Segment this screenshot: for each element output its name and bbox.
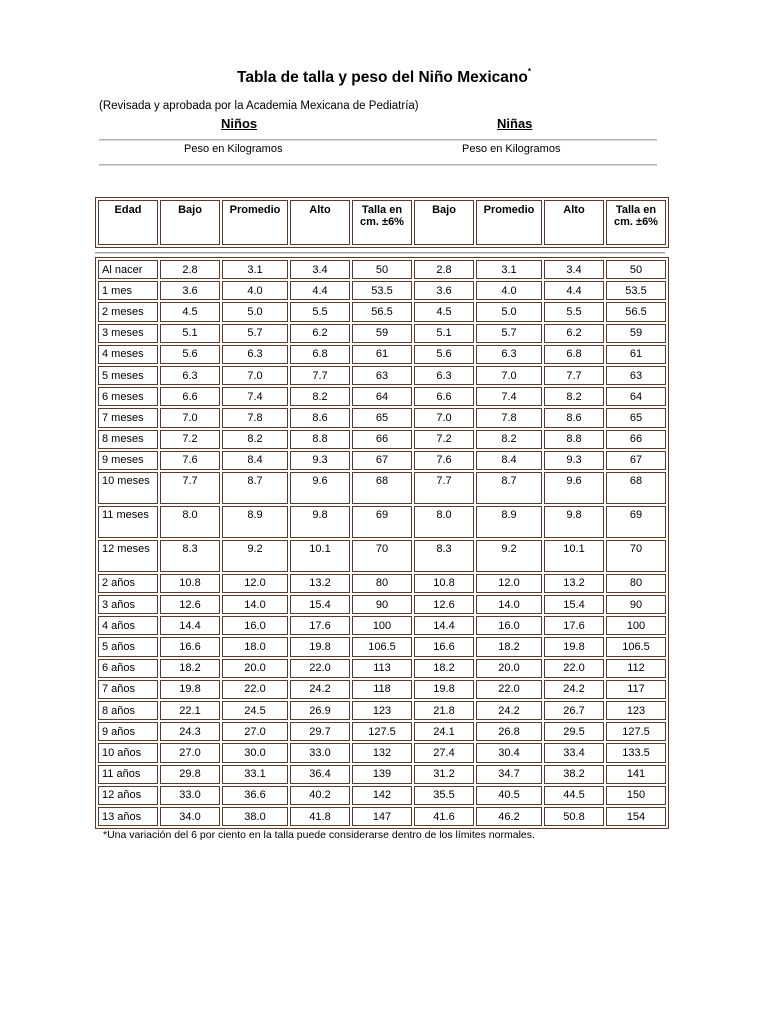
divider-top <box>99 139 657 141</box>
value-cell: 2.8 <box>160 260 220 279</box>
value-cell: 22.0 <box>476 680 542 699</box>
table-row <box>98 345 666 364</box>
title-footnote-mark: * <box>527 67 531 76</box>
value-cell: 6.2 <box>544 324 604 343</box>
value-cell: 29.5 <box>544 722 604 741</box>
value-cell: 5.5 <box>290 302 350 321</box>
column-header: Alto <box>290 200 350 245</box>
table-row <box>98 472 666 504</box>
value-cell: 36.4 <box>290 765 350 784</box>
value-cell: 8.4 <box>476 451 542 470</box>
value-cell: 68 <box>352 472 412 504</box>
value-cell: 123 <box>606 701 666 720</box>
table-row <box>98 387 666 406</box>
value-cell: 7.2 <box>414 430 474 449</box>
value-cell: 113 <box>352 659 412 678</box>
age-cell: 6 meses <box>98 387 158 406</box>
value-cell: 22.0 <box>290 659 350 678</box>
value-cell: 36.6 <box>222 786 288 805</box>
value-cell: 5.1 <box>414 324 474 343</box>
value-cell: 53.5 <box>352 281 412 300</box>
value-cell: 8.6 <box>544 408 604 427</box>
value-cell: 64 <box>352 387 412 406</box>
value-cell: 26.7 <box>544 701 604 720</box>
value-cell: 5.6 <box>160 345 220 364</box>
value-cell: 13.2 <box>290 574 350 593</box>
value-cell: 22.0 <box>222 680 288 699</box>
value-cell: 16.0 <box>222 616 288 635</box>
value-cell: 127.5 <box>606 722 666 741</box>
value-cell: 15.4 <box>544 595 604 614</box>
value-cell: 117 <box>606 680 666 699</box>
value-cell: 9.6 <box>544 472 604 504</box>
value-cell: 8.9 <box>222 506 288 538</box>
value-cell: 4.0 <box>222 281 288 300</box>
table-row <box>98 807 666 826</box>
value-cell: 4.5 <box>160 302 220 321</box>
age-cell: 12 años <box>98 786 158 805</box>
table-row <box>98 540 666 572</box>
value-cell: 40.5 <box>476 786 542 805</box>
value-cell: 20.0 <box>476 659 542 678</box>
table-row <box>98 324 666 343</box>
value-cell: 59 <box>352 324 412 343</box>
value-cell: 139 <box>352 765 412 784</box>
value-cell: 56.5 <box>352 302 412 321</box>
value-cell: 40.2 <box>290 786 350 805</box>
column-header: Edad <box>98 200 158 245</box>
value-cell: 7.6 <box>414 451 474 470</box>
value-cell: 31.2 <box>414 765 474 784</box>
value-cell: 33.0 <box>160 786 220 805</box>
value-cell: 30.0 <box>222 743 288 762</box>
divider-bottom <box>99 164 657 166</box>
value-cell: 50.8 <box>544 807 604 826</box>
value-cell: 10.1 <box>290 540 350 572</box>
value-cell: 3.4 <box>544 260 604 279</box>
value-cell: 9.8 <box>290 506 350 538</box>
value-cell: 24.1 <box>414 722 474 741</box>
value-cell: 26.9 <box>290 701 350 720</box>
value-cell: 80 <box>606 574 666 593</box>
age-cell: 8 meses <box>98 430 158 449</box>
value-cell: 24.5 <box>222 701 288 720</box>
value-cell: 7.7 <box>544 366 604 385</box>
age-cell: 7 meses <box>98 408 158 427</box>
table-row <box>98 637 666 656</box>
header-separator <box>95 252 665 254</box>
value-cell: 35.5 <box>414 786 474 805</box>
value-cell: 61 <box>606 345 666 364</box>
value-cell: 8.3 <box>414 540 474 572</box>
value-cell: 17.6 <box>544 616 604 635</box>
age-cell: 4 meses <box>98 345 158 364</box>
value-cell: 7.0 <box>414 408 474 427</box>
value-cell: 22.1 <box>160 701 220 720</box>
value-cell: 34.7 <box>476 765 542 784</box>
value-cell: 22.0 <box>544 659 604 678</box>
header-row <box>98 200 666 245</box>
value-cell: 19.8 <box>414 680 474 699</box>
value-cell: 64 <box>606 387 666 406</box>
value-cell: 5.0 <box>476 302 542 321</box>
age-cell: 11 meses <box>98 506 158 538</box>
value-cell: 123 <box>352 701 412 720</box>
value-cell: 6.8 <box>290 345 350 364</box>
value-cell: 46.2 <box>476 807 542 826</box>
value-cell: 132 <box>352 743 412 762</box>
value-cell: 9.6 <box>290 472 350 504</box>
value-cell: 80 <box>352 574 412 593</box>
age-cell: 10 años <box>98 743 158 762</box>
table-row <box>98 616 666 635</box>
column-header: Talla en cm. ±6% <box>606 200 666 245</box>
value-cell: 16.0 <box>476 616 542 635</box>
value-cell: 112 <box>606 659 666 678</box>
value-cell: 127.5 <box>352 722 412 741</box>
table-row <box>98 260 666 279</box>
group-label-boys: Niños <box>221 116 258 131</box>
value-cell: 34.0 <box>160 807 220 826</box>
value-cell: 141 <box>606 765 666 784</box>
value-cell: 8.2 <box>544 387 604 406</box>
value-cell: 41.6 <box>414 807 474 826</box>
table-row <box>98 430 666 449</box>
value-cell: 27.0 <box>160 743 220 762</box>
value-cell: 8.7 <box>476 472 542 504</box>
value-cell: 5.7 <box>476 324 542 343</box>
value-cell: 7.7 <box>290 366 350 385</box>
value-cell: 3.1 <box>476 260 542 279</box>
value-cell: 5.7 <box>222 324 288 343</box>
age-cell: 10 meses <box>98 472 158 504</box>
value-cell: 8.6 <box>290 408 350 427</box>
value-cell: 9.3 <box>290 451 350 470</box>
value-cell: 69 <box>606 506 666 538</box>
value-cell: 50 <box>352 260 412 279</box>
value-cell: 16.6 <box>160 637 220 656</box>
value-cell: 27.4 <box>414 743 474 762</box>
value-cell: 6.3 <box>222 345 288 364</box>
value-cell: 59 <box>606 324 666 343</box>
value-cell: 150 <box>606 786 666 805</box>
value-cell: 8.9 <box>476 506 542 538</box>
subtitle: (Revisada y aprobada por la Academia Mexicana de Pediatría) <box>99 100 419 112</box>
value-cell: 4.5 <box>414 302 474 321</box>
value-cell: 7.6 <box>160 451 220 470</box>
value-cell: 4.4 <box>544 281 604 300</box>
value-cell: 13.2 <box>544 574 604 593</box>
value-cell: 24.2 <box>476 701 542 720</box>
value-cell: 133.5 <box>606 743 666 762</box>
value-cell: 29.7 <box>290 722 350 741</box>
value-cell: 6.6 <box>414 387 474 406</box>
age-cell: 11 años <box>98 765 158 784</box>
value-cell: 3.6 <box>160 281 220 300</box>
value-cell: 7.8 <box>222 408 288 427</box>
value-cell: 19.8 <box>160 680 220 699</box>
value-cell: 6.3 <box>414 366 474 385</box>
value-cell: 24.2 <box>290 680 350 699</box>
value-cell: 12.0 <box>222 574 288 593</box>
value-cell: 14.0 <box>476 595 542 614</box>
value-cell: 12.0 <box>476 574 542 593</box>
value-cell: 15.4 <box>290 595 350 614</box>
age-cell: 13 años <box>98 807 158 826</box>
value-cell: 12.6 <box>160 595 220 614</box>
value-cell: 7.0 <box>476 366 542 385</box>
value-cell: 4.0 <box>476 281 542 300</box>
value-cell: 8.7 <box>222 472 288 504</box>
value-cell: 33.1 <box>222 765 288 784</box>
value-cell: 7.4 <box>222 387 288 406</box>
value-cell: 14.4 <box>414 616 474 635</box>
value-cell: 66 <box>352 430 412 449</box>
table-row <box>98 408 666 427</box>
age-cell: 3 meses <box>98 324 158 343</box>
unit-label-boys: Peso en Kilogramos <box>184 143 283 155</box>
value-cell: 33.4 <box>544 743 604 762</box>
data-table-body <box>98 260 666 826</box>
value-cell: 7.7 <box>160 472 220 504</box>
value-cell: 26.8 <box>476 722 542 741</box>
table-row <box>98 722 666 741</box>
value-cell: 20.0 <box>222 659 288 678</box>
value-cell: 5.6 <box>414 345 474 364</box>
table-row <box>98 786 666 805</box>
table-row <box>98 281 666 300</box>
value-cell: 68 <box>606 472 666 504</box>
value-cell: 12.6 <box>414 595 474 614</box>
value-cell: 118 <box>352 680 412 699</box>
title-text: Tabla de talla y peso del Niño Mexicano <box>237 69 528 86</box>
table-row <box>98 302 666 321</box>
value-cell: 8.8 <box>544 430 604 449</box>
value-cell: 24.2 <box>544 680 604 699</box>
value-cell: 16.6 <box>414 637 474 656</box>
value-cell: 100 <box>352 616 412 635</box>
column-header: Promedio <box>222 200 288 245</box>
value-cell: 38.0 <box>222 807 288 826</box>
value-cell: 29.8 <box>160 765 220 784</box>
value-cell: 14.0 <box>222 595 288 614</box>
value-cell: 2.8 <box>414 260 474 279</box>
value-cell: 53.5 <box>606 281 666 300</box>
group-label-girls: Niñas <box>497 116 533 131</box>
value-cell: 18.2 <box>476 637 542 656</box>
table-row <box>98 451 666 470</box>
age-cell: 5 meses <box>98 366 158 385</box>
table-row <box>98 659 666 678</box>
value-cell: 70 <box>352 540 412 572</box>
value-cell: 67 <box>606 451 666 470</box>
column-header: Alto <box>544 200 604 245</box>
column-header: Talla en cm. ±6% <box>352 200 412 245</box>
value-cell: 90 <box>352 595 412 614</box>
table-row <box>98 743 666 762</box>
age-cell: 12 meses <box>98 540 158 572</box>
value-cell: 154 <box>606 807 666 826</box>
column-header: Bajo <box>160 200 220 245</box>
value-cell: 56.5 <box>606 302 666 321</box>
data-table <box>95 257 669 829</box>
age-cell: 5 años <box>98 637 158 656</box>
value-cell: 7.2 <box>160 430 220 449</box>
value-cell: 17.6 <box>290 616 350 635</box>
value-cell: 65 <box>352 408 412 427</box>
value-cell: 9.2 <box>222 540 288 572</box>
value-cell: 65 <box>606 408 666 427</box>
age-cell: 9 años <box>98 722 158 741</box>
value-cell: 8.0 <box>160 506 220 538</box>
value-cell: 33.0 <box>290 743 350 762</box>
value-cell: 19.8 <box>544 637 604 656</box>
value-cell: 5.0 <box>222 302 288 321</box>
value-cell: 9.3 <box>544 451 604 470</box>
value-cell: 41.8 <box>290 807 350 826</box>
value-cell: 8.0 <box>414 506 474 538</box>
value-cell: 8.3 <box>160 540 220 572</box>
value-cell: 10.1 <box>544 540 604 572</box>
table-row <box>98 574 666 593</box>
value-cell: 27.0 <box>222 722 288 741</box>
value-cell: 63 <box>352 366 412 385</box>
value-cell: 30.4 <box>476 743 542 762</box>
value-cell: 5.1 <box>160 324 220 343</box>
value-cell: 63 <box>606 366 666 385</box>
value-cell: 18.0 <box>222 637 288 656</box>
age-cell: 8 años <box>98 701 158 720</box>
value-cell: 21.8 <box>414 701 474 720</box>
table-row <box>98 595 666 614</box>
value-cell: 7.0 <box>222 366 288 385</box>
value-cell: 100 <box>606 616 666 635</box>
value-cell: 38.2 <box>544 765 604 784</box>
value-cell: 8.2 <box>222 430 288 449</box>
value-cell: 3.4 <box>290 260 350 279</box>
value-cell: 106.5 <box>606 637 666 656</box>
footnote: *Una variación del 6 por ciento en la talla puede considerarse dentro de los límites normales. <box>103 829 535 841</box>
table-row <box>98 680 666 699</box>
value-cell: 14.4 <box>160 616 220 635</box>
value-cell: 18.2 <box>414 659 474 678</box>
value-cell: 18.2 <box>160 659 220 678</box>
age-cell: Al nacer <box>98 260 158 279</box>
age-cell: 9 meses <box>98 451 158 470</box>
value-cell: 6.3 <box>476 345 542 364</box>
value-cell: 24.3 <box>160 722 220 741</box>
column-header: Promedio <box>476 200 542 245</box>
table-row <box>98 701 666 720</box>
value-cell: 7.0 <box>160 408 220 427</box>
table-row <box>98 366 666 385</box>
table-row <box>98 765 666 784</box>
value-cell: 70 <box>606 540 666 572</box>
age-cell: 3 años <box>98 595 158 614</box>
value-cell: 10.8 <box>414 574 474 593</box>
value-cell: 61 <box>352 345 412 364</box>
value-cell: 50 <box>606 260 666 279</box>
value-cell: 3.1 <box>222 260 288 279</box>
value-cell: 7.7 <box>414 472 474 504</box>
value-cell: 19.8 <box>290 637 350 656</box>
value-cell: 5.5 <box>544 302 604 321</box>
value-cell: 90 <box>606 595 666 614</box>
age-cell: 6 años <box>98 659 158 678</box>
header-table <box>95 197 669 248</box>
age-cell: 4 años <box>98 616 158 635</box>
value-cell: 6.3 <box>160 366 220 385</box>
value-cell: 8.2 <box>476 430 542 449</box>
value-cell: 6.6 <box>160 387 220 406</box>
value-cell: 69 <box>352 506 412 538</box>
value-cell: 7.4 <box>476 387 542 406</box>
age-cell: 2 meses <box>98 302 158 321</box>
value-cell: 8.4 <box>222 451 288 470</box>
value-cell: 4.4 <box>290 281 350 300</box>
table-row <box>98 506 666 538</box>
value-cell: 6.8 <box>544 345 604 364</box>
age-cell: 1 mes <box>98 281 158 300</box>
value-cell: 7.8 <box>476 408 542 427</box>
age-cell: 2 años <box>98 574 158 593</box>
value-cell: 44.5 <box>544 786 604 805</box>
value-cell: 106.5 <box>352 637 412 656</box>
value-cell: 142 <box>352 786 412 805</box>
value-cell: 8.8 <box>290 430 350 449</box>
value-cell: 66 <box>606 430 666 449</box>
value-cell: 67 <box>352 451 412 470</box>
value-cell: 9.8 <box>544 506 604 538</box>
value-cell: 147 <box>352 807 412 826</box>
value-cell: 3.6 <box>414 281 474 300</box>
value-cell: 8.2 <box>290 387 350 406</box>
value-cell: 6.2 <box>290 324 350 343</box>
value-cell: 9.2 <box>476 540 542 572</box>
age-cell: 7 años <box>98 680 158 699</box>
column-header: Bajo <box>414 200 474 245</box>
page-title <box>0 69 768 87</box>
unit-label-girls: Peso en Kilogramos <box>462 143 561 155</box>
value-cell: 10.8 <box>160 574 220 593</box>
